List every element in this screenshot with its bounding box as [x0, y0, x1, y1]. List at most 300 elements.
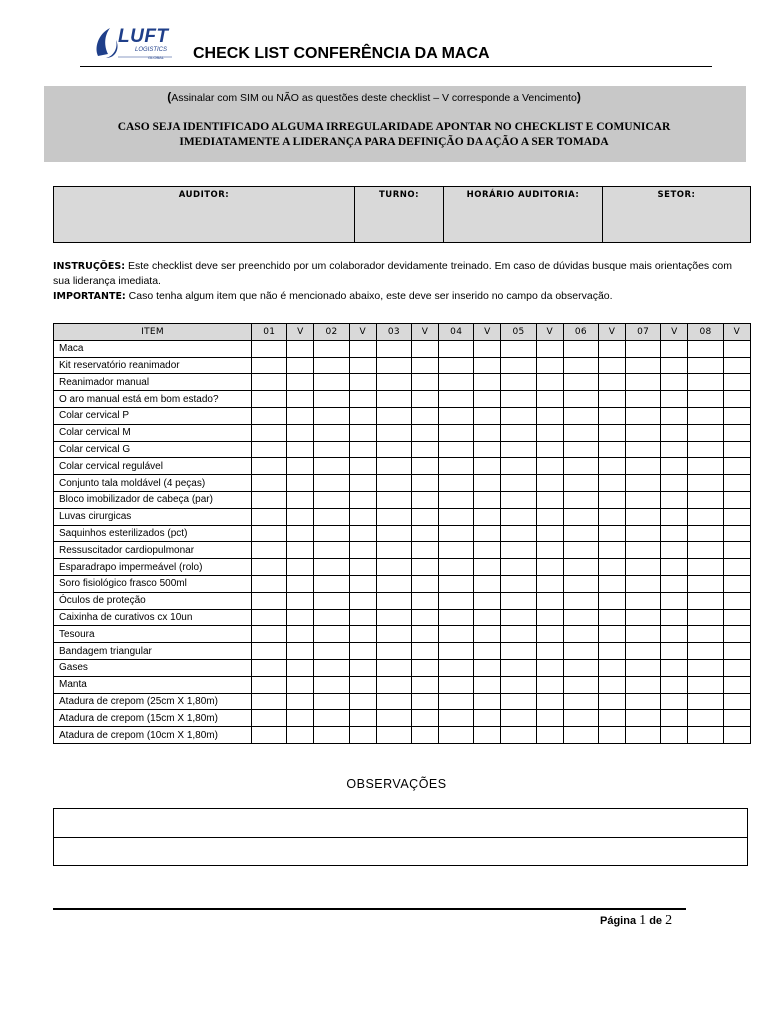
check-cell[interactable] [536, 374, 563, 391]
check-cell[interactable] [349, 710, 376, 727]
check-cell[interactable] [252, 475, 287, 492]
check-cell[interactable] [563, 575, 598, 592]
check-cell[interactable] [439, 626, 474, 643]
check-cell[interactable] [563, 508, 598, 525]
horario-field[interactable]: HORÁRIO AUDITORIA: [444, 187, 603, 242]
check-cell[interactable] [501, 693, 536, 710]
check-cell[interactable] [252, 407, 287, 424]
check-cell[interactable] [376, 542, 411, 559]
check-cell[interactable] [723, 542, 750, 559]
check-cell[interactable] [349, 475, 376, 492]
check-cell[interactable] [439, 458, 474, 475]
check-cell[interactable] [598, 727, 625, 744]
check-cell[interactable] [376, 626, 411, 643]
check-cell[interactable] [563, 542, 598, 559]
check-cell[interactable] [626, 407, 661, 424]
check-cell[interactable] [501, 659, 536, 676]
check-cell[interactable] [688, 727, 723, 744]
check-cell[interactable] [252, 491, 287, 508]
check-cell[interactable] [287, 559, 314, 576]
check-cell[interactable] [688, 458, 723, 475]
check-cell[interactable] [688, 643, 723, 660]
check-cell[interactable] [661, 659, 688, 676]
check-cell[interactable] [349, 458, 376, 475]
check-cell[interactable] [661, 508, 688, 525]
check-cell[interactable] [536, 710, 563, 727]
check-cell[interactable] [501, 357, 536, 374]
check-cell[interactable] [661, 357, 688, 374]
check-cell[interactable] [314, 374, 349, 391]
check-cell[interactable] [501, 710, 536, 727]
check-cell[interactable] [688, 575, 723, 592]
check-cell[interactable] [411, 508, 438, 525]
check-cell[interactable] [563, 609, 598, 626]
check-cell[interactable] [723, 592, 750, 609]
check-cell[interactable] [287, 542, 314, 559]
check-cell[interactable] [563, 475, 598, 492]
check-cell[interactable] [563, 643, 598, 660]
check-cell[interactable] [376, 475, 411, 492]
check-cell[interactable] [314, 575, 349, 592]
check-cell[interactable] [598, 693, 625, 710]
check-cell[interactable] [723, 475, 750, 492]
check-cell[interactable] [349, 491, 376, 508]
check-cell[interactable] [626, 525, 661, 542]
check-cell[interactable] [501, 676, 536, 693]
check-cell[interactable] [626, 340, 661, 357]
check-cell[interactable] [563, 491, 598, 508]
check-cell[interactable] [688, 559, 723, 576]
check-cell[interactable] [536, 475, 563, 492]
check-cell[interactable] [376, 491, 411, 508]
turno-field[interactable]: TURNO: [355, 187, 444, 242]
check-cell[interactable] [688, 508, 723, 525]
check-cell[interactable] [563, 391, 598, 408]
check-cell[interactable] [661, 727, 688, 744]
check-cell[interactable] [252, 424, 287, 441]
check-cell[interactable] [411, 609, 438, 626]
check-cell[interactable] [688, 693, 723, 710]
check-cell[interactable] [598, 340, 625, 357]
check-cell[interactable] [474, 592, 501, 609]
check-cell[interactable] [314, 491, 349, 508]
check-cell[interactable] [439, 491, 474, 508]
check-cell[interactable] [287, 441, 314, 458]
check-cell[interactable] [287, 508, 314, 525]
check-cell[interactable] [314, 592, 349, 609]
check-cell[interactable] [474, 676, 501, 693]
check-cell[interactable] [287, 491, 314, 508]
check-cell[interactable] [287, 727, 314, 744]
check-cell[interactable] [439, 374, 474, 391]
check-cell[interactable] [661, 676, 688, 693]
check-cell[interactable] [474, 391, 501, 408]
check-cell[interactable] [376, 424, 411, 441]
check-cell[interactable] [563, 424, 598, 441]
check-cell[interactable] [688, 626, 723, 643]
check-cell[interactable] [661, 391, 688, 408]
check-cell[interactable] [501, 643, 536, 660]
check-cell[interactable] [252, 441, 287, 458]
check-cell[interactable] [411, 357, 438, 374]
check-cell[interactable] [501, 525, 536, 542]
check-cell[interactable] [598, 458, 625, 475]
check-cell[interactable] [439, 407, 474, 424]
check-cell[interactable] [723, 626, 750, 643]
check-cell[interactable] [661, 340, 688, 357]
check-cell[interactable] [723, 525, 750, 542]
check-cell[interactable] [474, 357, 501, 374]
check-cell[interactable] [661, 475, 688, 492]
check-cell[interactable] [349, 357, 376, 374]
check-cell[interactable] [688, 340, 723, 357]
check-cell[interactable] [349, 693, 376, 710]
check-cell[interactable] [723, 643, 750, 660]
check-cell[interactable] [439, 475, 474, 492]
check-cell[interactable] [411, 374, 438, 391]
check-cell[interactable] [411, 424, 438, 441]
check-cell[interactable] [626, 626, 661, 643]
check-cell[interactable] [598, 391, 625, 408]
check-cell[interactable] [536, 525, 563, 542]
check-cell[interactable] [314, 643, 349, 660]
check-cell[interactable] [287, 659, 314, 676]
check-cell[interactable] [723, 575, 750, 592]
check-cell[interactable] [661, 710, 688, 727]
check-cell[interactable] [626, 374, 661, 391]
check-cell[interactable] [376, 525, 411, 542]
check-cell[interactable] [314, 676, 349, 693]
check-cell[interactable] [598, 643, 625, 660]
check-cell[interactable] [314, 659, 349, 676]
check-cell[interactable] [626, 643, 661, 660]
check-cell[interactable] [723, 693, 750, 710]
check-cell[interactable] [439, 693, 474, 710]
check-cell[interactable] [439, 559, 474, 576]
check-cell[interactable] [598, 575, 625, 592]
check-cell[interactable] [349, 727, 376, 744]
check-cell[interactable] [474, 710, 501, 727]
check-cell[interactable] [598, 441, 625, 458]
check-cell[interactable] [598, 475, 625, 492]
check-cell[interactable] [349, 542, 376, 559]
check-cell[interactable] [411, 441, 438, 458]
check-cell[interactable] [474, 475, 501, 492]
check-cell[interactable] [349, 643, 376, 660]
check-cell[interactable] [661, 575, 688, 592]
check-cell[interactable] [439, 424, 474, 441]
check-cell[interactable] [376, 559, 411, 576]
check-cell[interactable] [439, 592, 474, 609]
check-cell[interactable] [723, 727, 750, 744]
check-cell[interactable] [349, 441, 376, 458]
check-cell[interactable] [563, 525, 598, 542]
check-cell[interactable] [439, 340, 474, 357]
check-cell[interactable] [349, 374, 376, 391]
check-cell[interactable] [626, 727, 661, 744]
check-cell[interactable] [723, 676, 750, 693]
check-cell[interactable] [598, 710, 625, 727]
check-cell[interactable] [688, 525, 723, 542]
check-cell[interactable] [563, 357, 598, 374]
check-cell[interactable] [349, 559, 376, 576]
check-cell[interactable] [376, 340, 411, 357]
check-cell[interactable] [349, 391, 376, 408]
check-cell[interactable] [287, 424, 314, 441]
check-cell[interactable] [536, 693, 563, 710]
check-cell[interactable] [723, 491, 750, 508]
check-cell[interactable] [474, 626, 501, 643]
check-cell[interactable] [661, 458, 688, 475]
check-cell[interactable] [626, 575, 661, 592]
check-cell[interactable] [536, 727, 563, 744]
check-cell[interactable] [314, 407, 349, 424]
check-cell[interactable] [474, 609, 501, 626]
check-cell[interactable] [563, 727, 598, 744]
check-cell[interactable] [376, 659, 411, 676]
check-cell[interactable] [563, 626, 598, 643]
check-cell[interactable] [439, 441, 474, 458]
check-cell[interactable] [688, 374, 723, 391]
check-cell[interactable] [626, 592, 661, 609]
check-cell[interactable] [411, 559, 438, 576]
check-cell[interactable] [626, 659, 661, 676]
check-cell[interactable] [626, 559, 661, 576]
check-cell[interactable] [439, 609, 474, 626]
check-cell[interactable] [501, 575, 536, 592]
check-cell[interactable] [598, 659, 625, 676]
check-cell[interactable] [252, 374, 287, 391]
check-cell[interactable] [626, 441, 661, 458]
check-cell[interactable] [474, 424, 501, 441]
check-cell[interactable] [411, 643, 438, 660]
check-cell[interactable] [287, 609, 314, 626]
check-cell[interactable] [474, 659, 501, 676]
check-cell[interactable] [536, 643, 563, 660]
check-cell[interactable] [626, 475, 661, 492]
check-cell[interactable] [474, 407, 501, 424]
check-cell[interactable] [688, 592, 723, 609]
check-cell[interactable] [474, 458, 501, 475]
check-cell[interactable] [723, 441, 750, 458]
check-cell[interactable] [723, 424, 750, 441]
check-cell[interactable] [723, 508, 750, 525]
check-cell[interactable] [411, 491, 438, 508]
check-cell[interactable] [536, 407, 563, 424]
check-cell[interactable] [536, 508, 563, 525]
check-cell[interactable] [598, 374, 625, 391]
check-cell[interactable] [563, 458, 598, 475]
check-cell[interactable] [501, 609, 536, 626]
check-cell[interactable] [626, 357, 661, 374]
check-cell[interactable] [411, 407, 438, 424]
check-cell[interactable] [252, 340, 287, 357]
check-cell[interactable] [723, 559, 750, 576]
check-cell[interactable] [563, 693, 598, 710]
check-cell[interactable] [723, 710, 750, 727]
check-cell[interactable] [349, 525, 376, 542]
check-cell[interactable] [349, 676, 376, 693]
check-cell[interactable] [411, 626, 438, 643]
check-cell[interactable] [598, 559, 625, 576]
check-cell[interactable] [349, 407, 376, 424]
check-cell[interactable] [688, 424, 723, 441]
check-cell[interactable] [252, 609, 287, 626]
check-cell[interactable] [661, 441, 688, 458]
check-cell[interactable] [626, 458, 661, 475]
check-cell[interactable] [349, 575, 376, 592]
check-cell[interactable] [661, 525, 688, 542]
check-cell[interactable] [474, 643, 501, 660]
check-cell[interactable] [474, 340, 501, 357]
check-cell[interactable] [501, 391, 536, 408]
check-cell[interactable] [314, 441, 349, 458]
check-cell[interactable] [501, 340, 536, 357]
check-cell[interactable] [501, 424, 536, 441]
check-cell[interactable] [439, 643, 474, 660]
check-cell[interactable] [501, 626, 536, 643]
check-cell[interactable] [474, 727, 501, 744]
check-cell[interactable] [598, 491, 625, 508]
check-cell[interactable] [314, 357, 349, 374]
check-cell[interactable] [723, 609, 750, 626]
check-cell[interactable] [626, 609, 661, 626]
check-cell[interactable] [474, 575, 501, 592]
check-cell[interactable] [376, 441, 411, 458]
check-cell[interactable] [349, 424, 376, 441]
check-cell[interactable] [688, 441, 723, 458]
check-cell[interactable] [626, 710, 661, 727]
check-cell[interactable] [376, 592, 411, 609]
check-cell[interactable] [287, 458, 314, 475]
check-cell[interactable] [287, 374, 314, 391]
check-cell[interactable] [439, 575, 474, 592]
check-cell[interactable] [474, 508, 501, 525]
check-cell[interactable] [723, 458, 750, 475]
check-cell[interactable] [501, 374, 536, 391]
check-cell[interactable] [501, 491, 536, 508]
check-cell[interactable] [439, 391, 474, 408]
check-cell[interactable] [723, 659, 750, 676]
check-cell[interactable] [598, 424, 625, 441]
check-cell[interactable] [349, 626, 376, 643]
check-cell[interactable] [536, 659, 563, 676]
check-cell[interactable] [688, 659, 723, 676]
check-cell[interactable] [349, 508, 376, 525]
setor-field[interactable]: SETOR: [657, 190, 696, 200]
check-cell[interactable] [536, 609, 563, 626]
check-cell[interactable] [536, 559, 563, 576]
check-cell[interactable] [723, 340, 750, 357]
check-cell[interactable] [376, 609, 411, 626]
check-cell[interactable] [252, 710, 287, 727]
check-cell[interactable] [314, 525, 349, 542]
check-cell[interactable] [536, 676, 563, 693]
check-cell[interactable] [287, 407, 314, 424]
check-cell[interactable] [314, 391, 349, 408]
check-cell[interactable] [688, 391, 723, 408]
check-cell[interactable] [536, 340, 563, 357]
check-cell[interactable] [376, 391, 411, 408]
check-cell[interactable] [501, 458, 536, 475]
check-cell[interactable] [252, 559, 287, 576]
check-cell[interactable] [598, 609, 625, 626]
check-cell[interactable] [661, 693, 688, 710]
check-cell[interactable] [598, 542, 625, 559]
check-cell[interactable] [252, 643, 287, 660]
check-cell[interactable] [411, 727, 438, 744]
check-cell[interactable] [252, 626, 287, 643]
check-cell[interactable] [688, 676, 723, 693]
check-cell[interactable] [536, 441, 563, 458]
check-cell[interactable] [439, 659, 474, 676]
check-cell[interactable] [376, 508, 411, 525]
check-cell[interactable] [661, 592, 688, 609]
check-cell[interactable] [376, 710, 411, 727]
check-cell[interactable] [563, 559, 598, 576]
check-cell[interactable] [474, 374, 501, 391]
check-cell[interactable] [252, 575, 287, 592]
check-cell[interactable] [626, 693, 661, 710]
check-cell[interactable] [314, 475, 349, 492]
check-cell[interactable] [626, 676, 661, 693]
check-cell[interactable] [252, 542, 287, 559]
check-cell[interactable] [661, 626, 688, 643]
check-cell[interactable] [411, 592, 438, 609]
check-cell[interactable] [598, 407, 625, 424]
check-cell[interactable] [536, 592, 563, 609]
check-cell[interactable] [536, 491, 563, 508]
check-cell[interactable] [439, 542, 474, 559]
check-cell[interactable] [474, 693, 501, 710]
check-cell[interactable] [439, 525, 474, 542]
check-cell[interactable] [439, 710, 474, 727]
check-cell[interactable] [314, 340, 349, 357]
check-cell[interactable] [314, 559, 349, 576]
check-cell[interactable] [661, 491, 688, 508]
check-cell[interactable] [563, 592, 598, 609]
check-cell[interactable] [439, 508, 474, 525]
check-cell[interactable] [314, 424, 349, 441]
check-cell[interactable] [287, 525, 314, 542]
check-cell[interactable] [411, 676, 438, 693]
check-cell[interactable] [287, 626, 314, 643]
check-cell[interactable] [474, 542, 501, 559]
check-cell[interactable] [252, 508, 287, 525]
check-cell[interactable] [598, 525, 625, 542]
check-cell[interactable] [661, 542, 688, 559]
check-cell[interactable] [314, 508, 349, 525]
check-cell[interactable] [349, 659, 376, 676]
check-cell[interactable] [287, 710, 314, 727]
check-cell[interactable] [626, 424, 661, 441]
check-cell[interactable] [252, 458, 287, 475]
check-cell[interactable] [661, 407, 688, 424]
check-cell[interactable] [661, 374, 688, 391]
check-cell[interactable] [501, 475, 536, 492]
check-cell[interactable] [563, 407, 598, 424]
check-cell[interactable] [723, 391, 750, 408]
check-cell[interactable] [376, 693, 411, 710]
check-cell[interactable] [439, 676, 474, 693]
check-cell[interactable] [314, 458, 349, 475]
check-cell[interactable] [376, 458, 411, 475]
check-cell[interactable] [661, 559, 688, 576]
check-cell[interactable] [287, 643, 314, 660]
check-cell[interactable] [252, 525, 287, 542]
check-cell[interactable] [536, 391, 563, 408]
check-cell[interactable] [252, 727, 287, 744]
